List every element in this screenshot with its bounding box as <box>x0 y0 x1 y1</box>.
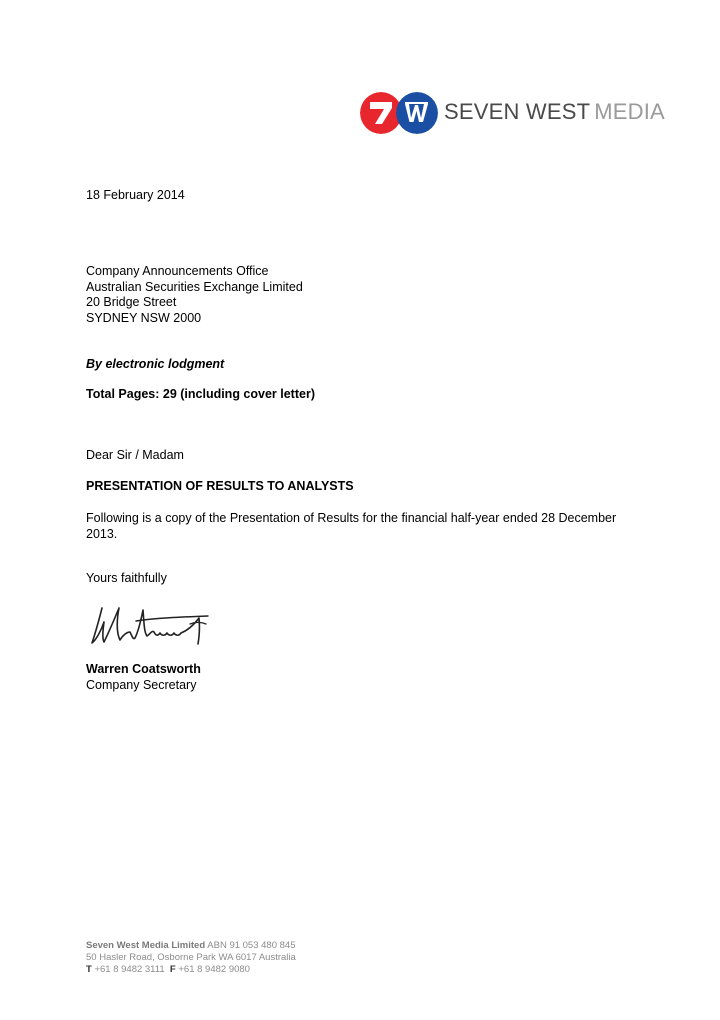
recipient-line: Company Announcements Office <box>86 264 269 278</box>
logo-wordmark <box>444 99 665 125</box>
footer-phone: +61 8 9482 3111 <box>94 964 165 975</box>
footer-company-line <box>86 940 296 952</box>
signer-title: Company Secretary <box>86 678 197 692</box>
body-line: 2013. <box>86 527 118 541</box>
footer-company-name: Seven West Media Limited <box>86 940 206 951</box>
handwritten-signature <box>86 598 218 652</box>
company-logo <box>360 90 670 136</box>
logo-wordmark-primary: SEVEN WEST <box>444 99 591 124</box>
footer-phone-label: T <box>86 964 92 975</box>
letterhead-footer <box>86 940 296 976</box>
salutation: Dear Sir / Madam <box>86 448 184 462</box>
footer-fax: +61 8 9482 9080 <box>178 964 250 975</box>
footer-abn: ABN 91 053 480 845 <box>207 940 296 951</box>
recipient-line: SYDNEY NSW 2000 <box>86 310 202 325</box>
footer-contact-line <box>86 964 296 976</box>
letter-body <box>86 510 666 542</box>
logo-wordmark-secondary: MEDIA <box>594 99 665 124</box>
letter-subject: PRESENTATION OF RESULTS TO ANALYSTS <box>86 479 354 493</box>
recipient-address <box>86 264 303 326</box>
footer-fax-label: F <box>169 964 176 975</box>
body-line: Following is a copy of the Presentation of Results for the financial half-year ended 28 December <box>86 511 617 525</box>
closing: Yours faithfully <box>86 571 167 585</box>
recipient-line: 20 Bridge Street <box>86 295 177 309</box>
letter-date: 18 February 2014 <box>86 188 185 202</box>
total-pages: Total Pages: 29 (including cover letter) <box>86 387 315 401</box>
delivery-method: By electronic lodgment <box>86 357 225 371</box>
west-logo-icon <box>396 92 438 134</box>
footer-address: 50 Hasler Road, Osborne Park WA 6017 Australia <box>86 952 296 963</box>
recipient-line: Australian Securities Exchange Limited <box>86 279 303 294</box>
signer-name: Warren Coatsworth <box>86 662 201 676</box>
